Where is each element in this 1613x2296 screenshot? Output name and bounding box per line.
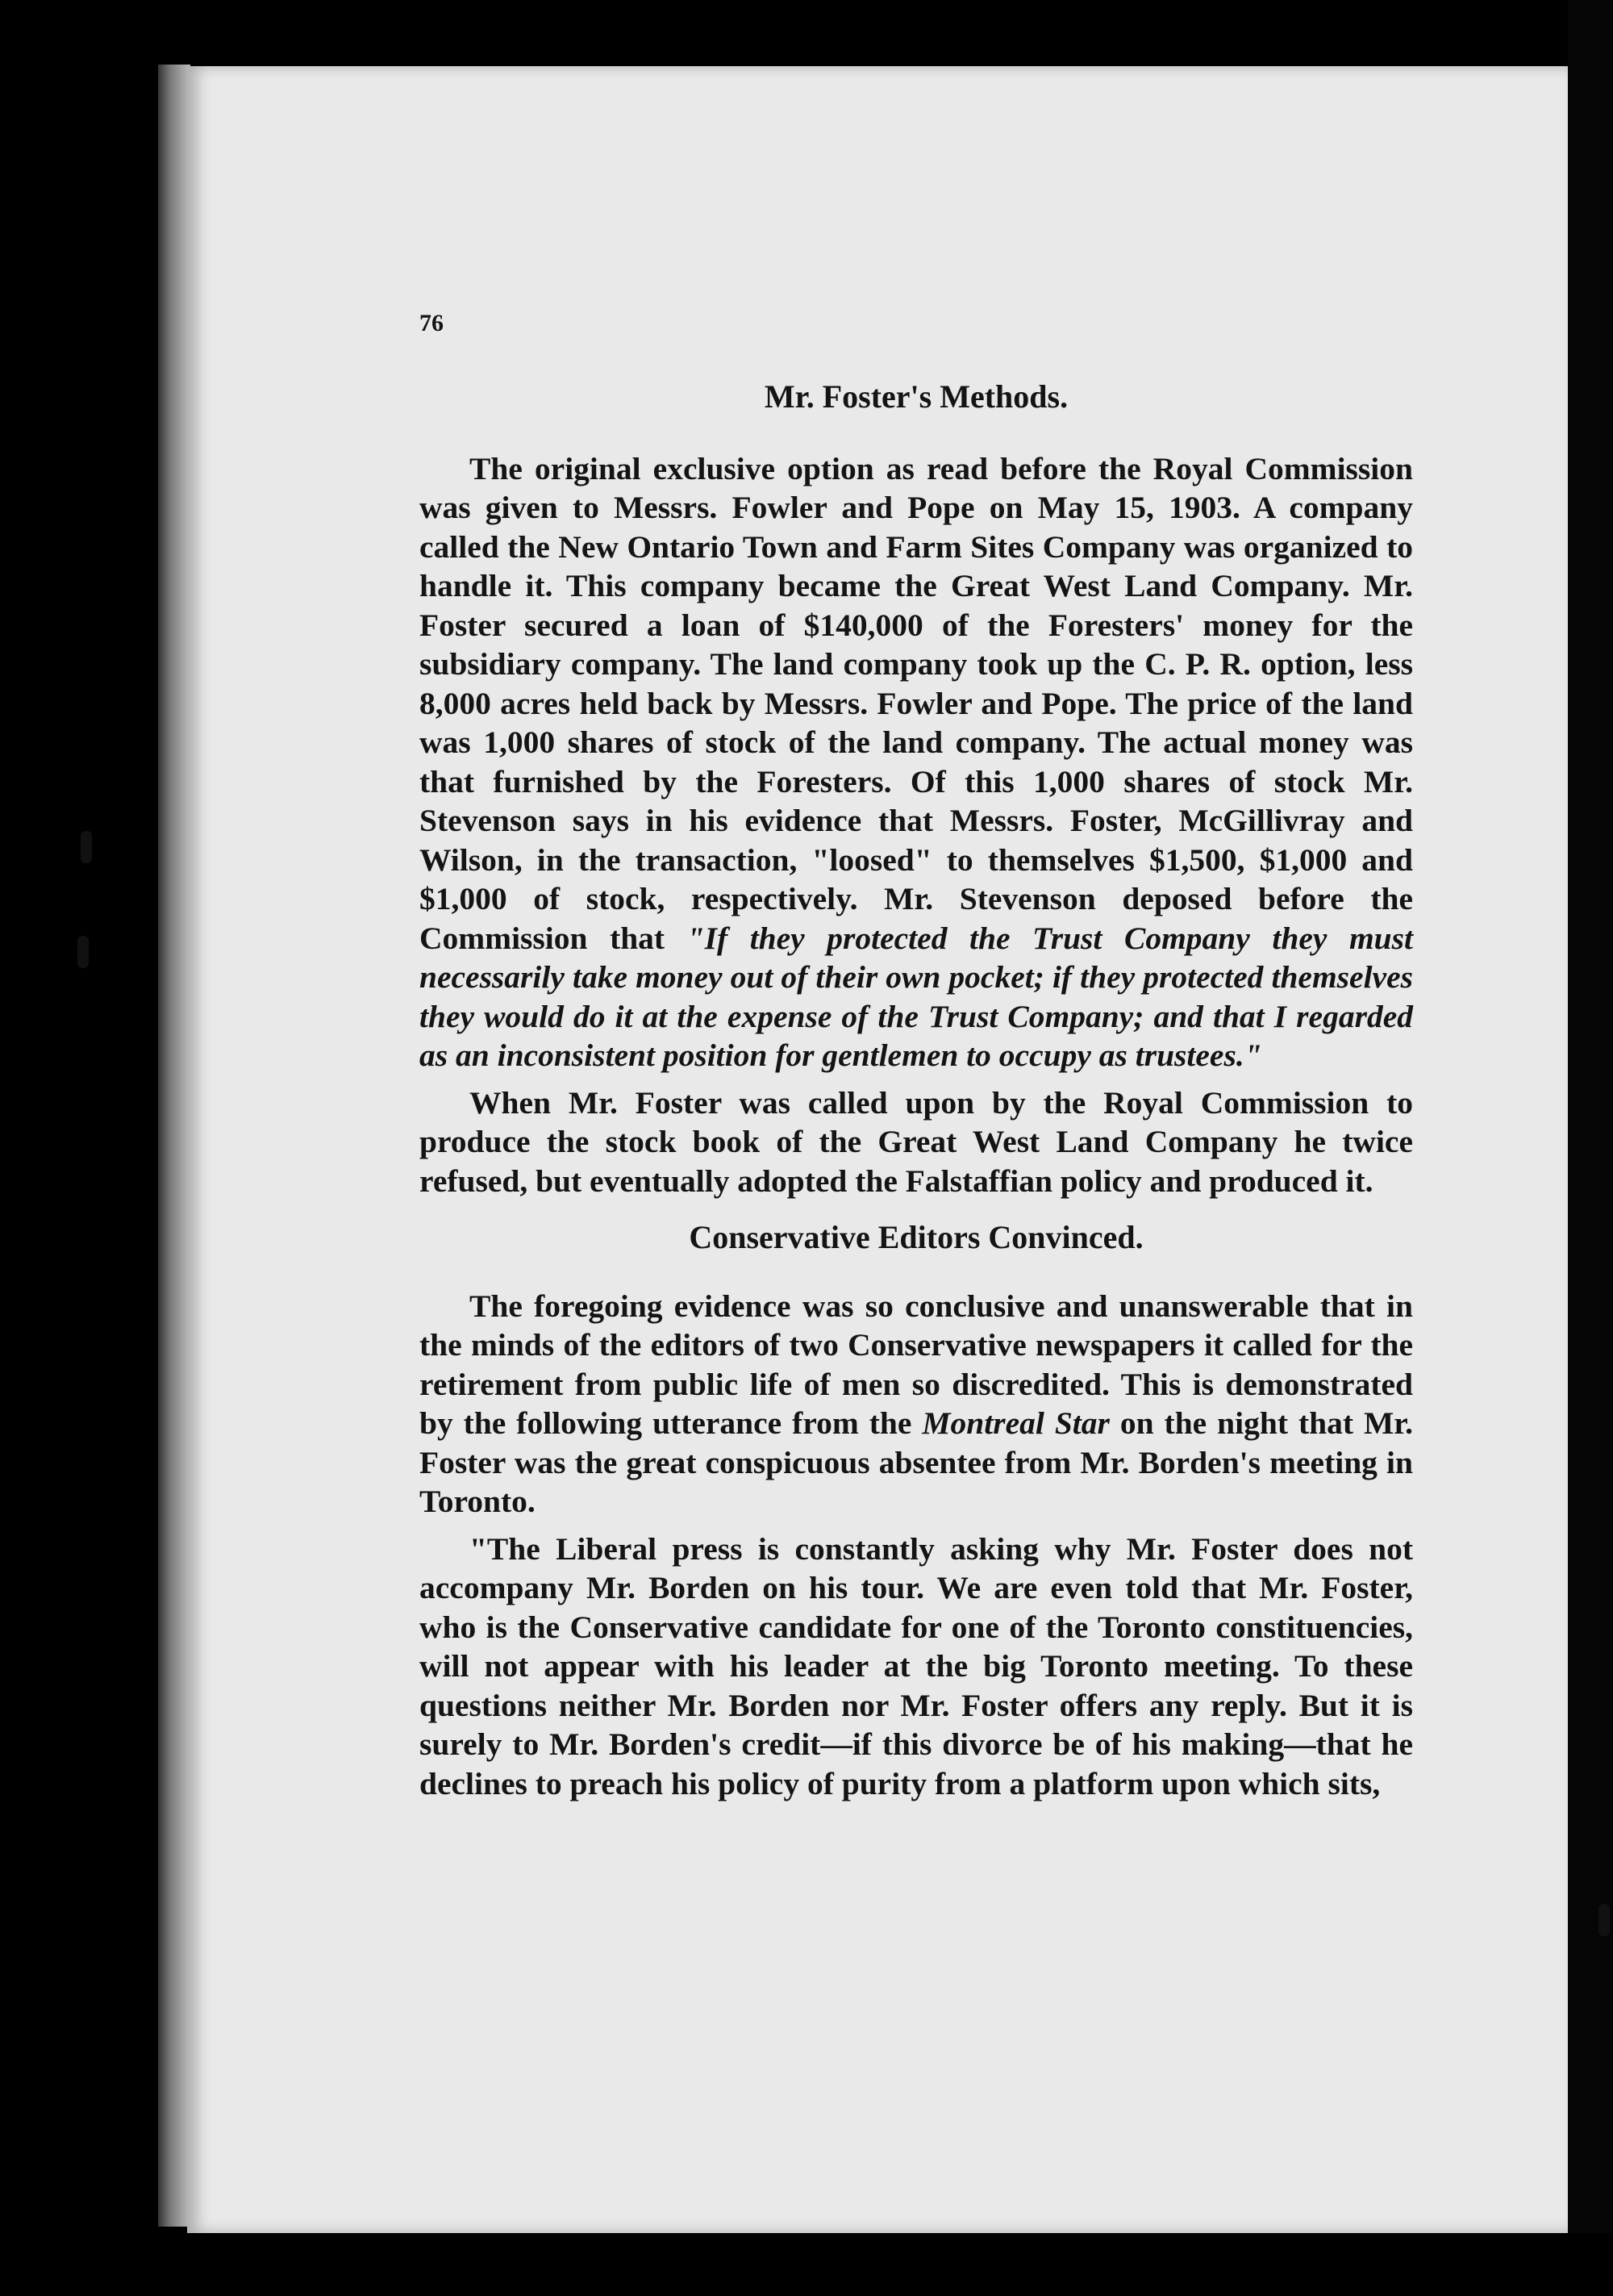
- paragraph-text: The foregoing evidence was so conclusive and unanswerable that in the minds of the editors of two Conservative newspapers it called for the retirement from public life of men so discredited. This is demonstrated by the following utterance from the: [419, 1288, 1413, 1441]
- paragraph: [419, 1530, 1413, 1804]
- newspaper-title: Montreal Star: [922, 1405, 1110, 1441]
- paragraph-text: The original exclusive option as read before the Royal Commission was given to Messrs. Fowler and Pope on May 15, 1903. A company called the New Ontario Town and Farm Sites Company was organized to handle it. This company became the Great West Land Company. Mr. Foster secured a loan of $140,000 of the Foresters' money for the subsidiary company. The land company took up the C. P. R. option, less 8,000 acres held back by Messrs. Fowler and Pope. The price of the land was 1,000 shares of stock of the land company. The actual money was that furnished by the Foresters. Of this 1,000 shares of stock Mr. Stevenson says in his evidence that Messrs. Foster, McGillivray and Wilson, in the transaction, "loosed" to themselves $1,500, $1,000 and $1,000 of stock, respectively. Mr. Stevenson deposed before the Commission that: [419, 450, 1413, 956]
- paragraph-text: When Mr. Foster was called upon by the Royal Commission to produce the stock book of the Great West Land Company he twice refused, but eventually adopted the Falstaffian policy and produced it.: [419, 1084, 1413, 1199]
- paragraph: [419, 1287, 1413, 1522]
- section-heading: Conservative Editors Convinced.: [689, 1219, 1144, 1255]
- section-heading: Mr. Foster's Methods.: [764, 378, 1069, 415]
- margin-speck: [77, 936, 89, 968]
- scan-bottom-border: [0, 2233, 1613, 2296]
- paragraph: [419, 449, 1413, 1075]
- paragraph: [419, 1083, 1413, 1201]
- margin-speck: [81, 831, 92, 863]
- scan-right-border: [1568, 0, 1613, 2296]
- page-edge-gutter: [158, 65, 190, 2227]
- page-number: 76: [419, 310, 444, 336]
- paragraph-text: "The Liberal press is constantly asking why Mr. Foster does not accompany Mr. Borden on his tour. We are even told that Mr. Foster, who is the Conservative candidate for one of the Toronto constituencies, will not appear with his leader at the big Toronto meeting. To these questions neither Mr. Borden nor Mr. Foster offers any reply. But it is surely to Mr. Borden's credit—if this divorce be of his making—that he declines to preach his policy of purity from a platform upon which sits,: [419, 1530, 1413, 1801]
- italic-quote: "If they protected the Trust Company they must necessarily take money out of their own pocket; if they protected themselves they would do it at the expense of the Trust Company; and that I regarded as an inconsistent position for gentlemen to occupy as trustees.": [419, 920, 1413, 1073]
- page-body: [419, 307, 1413, 1803]
- margin-speck: [1598, 1904, 1610, 1936]
- paragraph-text: on the night that Mr. Foster was the great conspicuous absentee from Mr. Borden's meeting in Toronto.: [419, 1405, 1414, 1519]
- scan-top-border: [0, 0, 1613, 66]
